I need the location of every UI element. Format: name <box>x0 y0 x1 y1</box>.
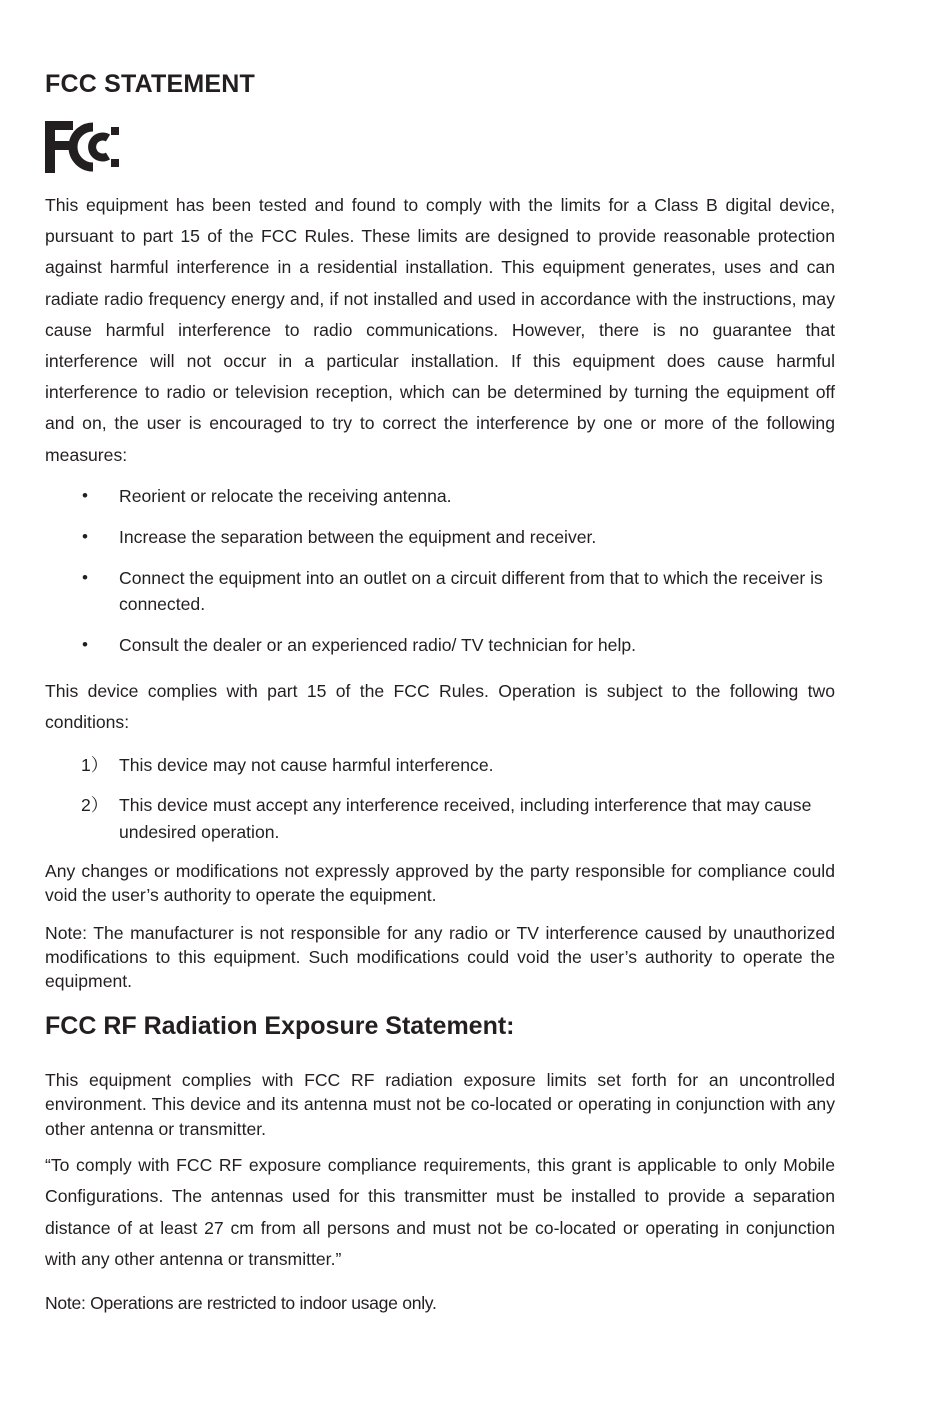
list-item: • Reorient or relocate the receiving antenna. <box>45 483 835 509</box>
part15-paragraph: This device complies with part 15 of the FCC Rules. Operation is subject to the following two conditions: <box>45 681 835 732</box>
conditions-list <box>45 752 840 859</box>
bullet-icon: • <box>82 635 88 654</box>
list-item: • Connect the equipment into an outlet on a circuit different from that to which the receiver is connected. <box>45 565 835 617</box>
rf-exposure-paragraph: This equipment complies with FCC RF radiation exposure limits set forth for an uncontrolled environment. This device and its antenna must not be co-located or operating in conjunction with any other antenna or transmitter. <box>45 1070 835 1139</box>
mobile-config-paragraph: “To comply with FCC RF exposure compliance requirements, this grant is applicable to only Mobile Configurations. The antennas used for this transmitter must be installed to provide a separation distance of at least 27 cm from all persons and must not be co-located or operating in conjunction with any other antenna or transmitter.” <box>45 1155 835 1269</box>
measures-list <box>45 483 835 673</box>
modifications-paragraph: Any changes or modifications not expressly approved by the party responsible for compliance could void the user’s authority to operate the equipment. <box>45 861 835 905</box>
list-item: 1） This device may not cause harmful interference. <box>45 752 840 779</box>
condition-number: 1） <box>81 755 109 775</box>
indoor-note: Note: Operations are restricted to indoor usage only. <box>45 1293 437 1313</box>
list-item: 2） This device must accept any interference received, including interference that may cause undesired operation. <box>45 792 840 846</box>
manufacturer-note-paragraph: Note: The manufacturer is not responsible for any radio or TV interference caused by unauthorized modifications to this equipment. Such modifications could void the user’s authority to operate the equipment. <box>45 923 835 991</box>
fcc-logo-icon <box>45 121 119 173</box>
condition-number: 2） <box>81 795 109 815</box>
bullet-icon: • <box>82 486 88 505</box>
compliance-paragraph: This equipment has been tested and found to comply with the limits for a Class B digital device, pursuant to part 15 of the FCC Rules. These limits are designed to provide reasonable protection against harmful interference in a residential installation. This equipment generates, uses and can radiate radio frequency energy and, if not installed and used in accordance with the instructions, may cause harmful interference to radio communications. However, there is no guarantee that interference will not occur in a particular installation. If this equipment does cause harmful interference to radio or television reception, which can be determined by turning the equipment off and on, the user is encouraged to try to correct the interference by one or more of the following measures: <box>45 195 835 465</box>
fcc-statement-heading: FCC STATEMENT <box>45 70 255 98</box>
list-item: • Consult the dealer or an experienced radio/ TV technician for help. <box>45 632 835 658</box>
rf-exposure-heading: FCC RF Radiation Exposure Statement: <box>45 1012 515 1040</box>
bullet-icon: • <box>82 568 88 587</box>
list-item: • Increase the separation between the equipment and receiver. <box>45 524 835 550</box>
bullet-icon: • <box>82 527 88 546</box>
